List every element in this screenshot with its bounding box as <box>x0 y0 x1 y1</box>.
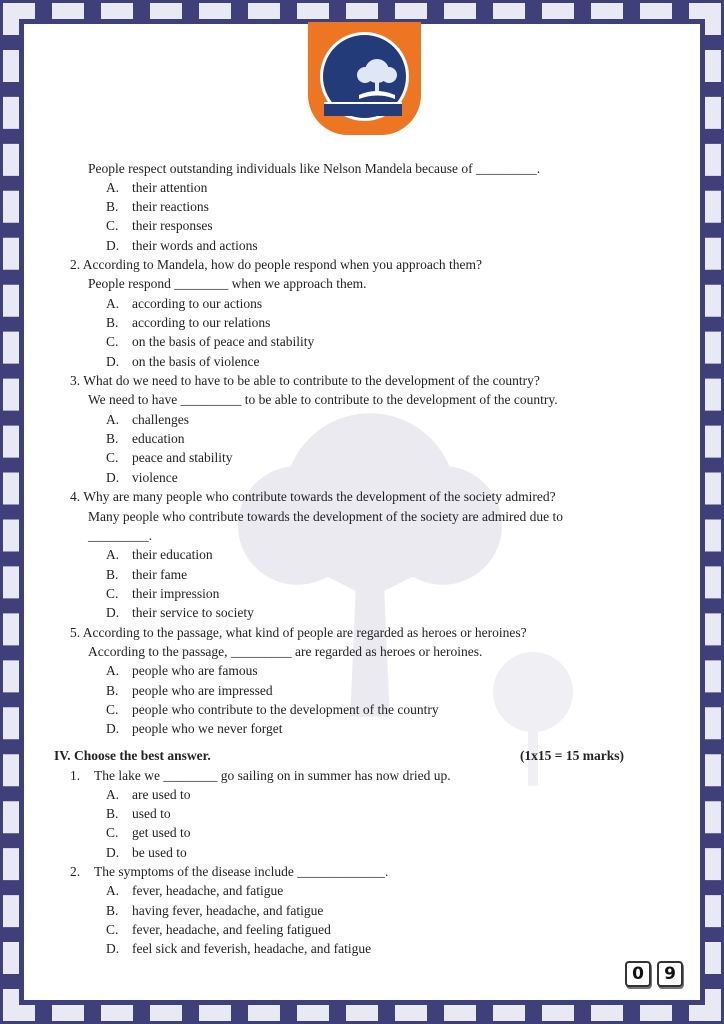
q3-question: 3. What do we need to have to be able to contribute to the development of the country? <box>70 373 540 388</box>
question-sheet: People respect outstanding individuals like Nelson Mandela because of _________. A. their attention B. their reactions C. their responses D. their words and actions 2. According to Mandela, how do people respond when you approach them? People respond ________ when we approach them. A. according to our actions B. according to our relations C. on the basis of peace and stability D. on the basis of violence 3. What do we need to have to be able to contribute to the development of the country? We need to have _________ to be able to contribute to the development of the country. A. challenges B. education C. peace and stability D. violence 4. Why are many people who contribute towards the development of the society admired? Many people who contribute towards the development of the society are admired due to _________. A. their education B. their fame C. their impression D. their service to society 5. According to the passage, what kind of people are regarded as heroes or heroines? According to the passage, _________ are regarded as heroes or heroines. A. people who are famous B. people who are impressed C. people who contribute to the development of the country D. people who we never forget IV. Choose the best answer. (1x15 = 15 marks) 1. The lake we ________ go sailing on in summer has now dried up. A. are used to B. used to C. get used to D. be used to 2. The symptoms of the disease include _____________. A. fever, headache, and fatigue B. having fever, headache, and fatigue C. fever, headache, and feeling fatigued D. feel sick and feverish, headache, and fatigue <box>54 161 624 956</box>
q5-stem: According to the passage, _________ are regarded as heroes or heroines. <box>88 644 483 659</box>
q4-stem: Many people who contribute towards the development of the society are admired due to <box>88 509 563 524</box>
q2-stem: People respond ________ when we approach them. <box>88 276 367 291</box>
page-digit: 9 <box>657 961 683 987</box>
iv-q1-question: The lake we ________ go sailing on in summer has now dried up. <box>94 768 451 783</box>
section-marks: (1x15 = 15 marks) <box>519 748 624 763</box>
iv-q2-question: The symptoms of the disease include _____________. <box>94 864 389 879</box>
q2-question: 2. According to Mandela, how do people respond when you approach them? <box>70 257 483 272</box>
page-digit: 0 <box>625 961 651 987</box>
section-title: IV. Choose the best answer. <box>54 748 211 763</box>
iv-q2-number: 2. <box>70 864 81 879</box>
iv-q1-number: 1. <box>70 768 81 783</box>
page-number <box>625 961 689 987</box>
q5-question: 5. According to the passage, what kind of people are regarded as heroes or heroines? <box>70 625 527 640</box>
q4-stem-blank: _________. <box>88 528 153 543</box>
q3-stem: We need to have _________ to be able to contribute to the development of the country. <box>88 392 558 407</box>
q4-question: 4. Why are many people who contribute towards the development of the society admired? <box>70 489 556 504</box>
q1-stem: People respect outstanding individuals like Nelson Mandela because of _________. <box>88 161 541 176</box>
